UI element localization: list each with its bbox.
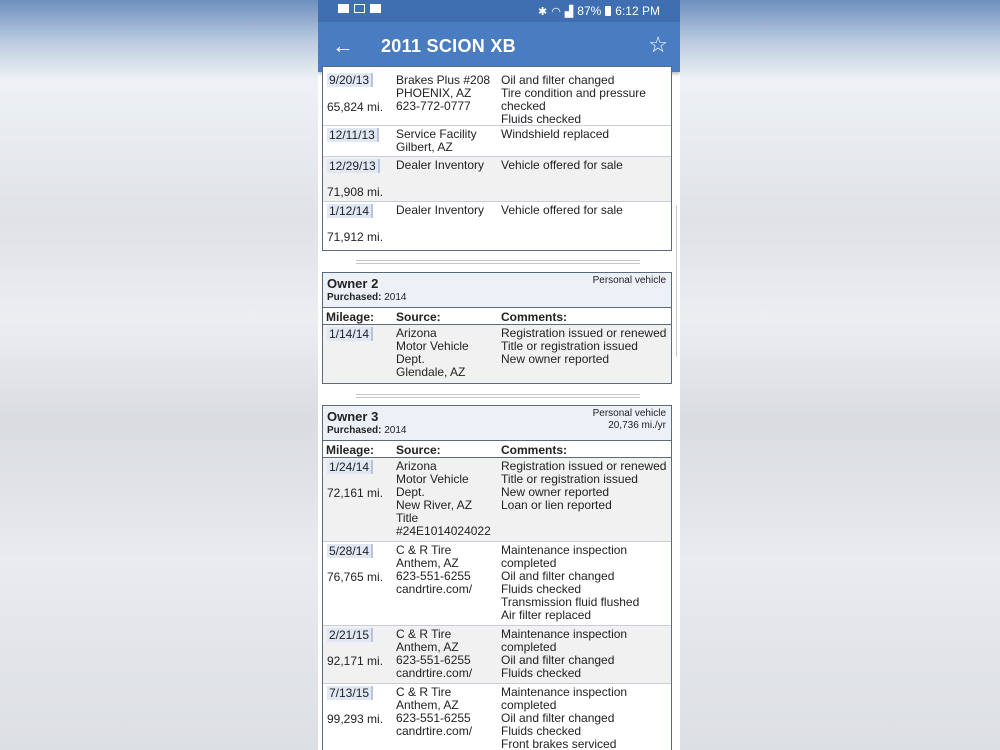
record-date: 2/21/15 <box>327 628 373 642</box>
record-date: 7/13/15 <box>327 686 373 700</box>
record-comments: Maintenance inspection completed Oil and filter changed Fluids checked Front brakes serviced <box>501 685 628 750</box>
record-mileage: 65,824 mi. <box>327 100 384 114</box>
record-comments: Oil and filter changed Tire condition and pressure checked Fluids checked <box>501 73 646 126</box>
record-mileage: 71,912 mi. <box>327 230 384 244</box>
owner2-header <box>323 273 671 308</box>
owner-vehicle-type: Personal vehicle <box>592 275 666 286</box>
owner1-records-box <box>322 66 672 251</box>
owner-mileage-rate: 20,736 mi./yr <box>608 420 666 431</box>
section-divider <box>356 394 640 398</box>
table-row <box>323 542 671 626</box>
record-source: Dealer Inventory <box>396 203 485 217</box>
record-source: C & R Tire Anthem, AZ 623-551-6255 candrtire.com/ <box>396 627 473 680</box>
record-mileage: 92,171 mi. <box>327 654 384 668</box>
table-row <box>323 126 671 157</box>
table-row <box>323 67 671 126</box>
owner2-box <box>322 272 672 384</box>
section-divider <box>356 260 640 264</box>
system-icons <box>538 4 660 18</box>
table-row <box>323 458 671 542</box>
signal-icon: ▟ <box>564 5 574 18</box>
record-comments: Windshield replaced <box>501 127 610 141</box>
battery-icon <box>605 6 611 16</box>
record-comments: Registration issued or renewed Title or registration issued New owner reported <box>501 326 667 366</box>
table-header <box>323 441 671 458</box>
bluetooth-icon: ✱ <box>537 5 548 18</box>
record-comments: Vehicle offered for sale <box>501 203 623 217</box>
mail-icon <box>338 4 349 13</box>
owner-purchased: Purchased: 2014 <box>327 292 407 303</box>
phone-screen <box>318 0 680 750</box>
record-mileage: 71,908 mi. <box>327 185 384 199</box>
message-icon <box>370 4 381 13</box>
table-row <box>323 626 671 684</box>
record-mileage: 72,161 mi. <box>327 486 384 500</box>
record-date: 12/11/13 <box>327 128 379 142</box>
table-header <box>323 308 671 325</box>
record-comments: Maintenance inspection completed Oil and filter changed Fluids checked Transmission fluid flushed Air filter replaced <box>501 543 640 622</box>
table-row <box>323 202 671 250</box>
owner3-box <box>322 405 672 750</box>
record-date: 9/20/13 <box>327 73 373 87</box>
source-header: Source: <box>396 443 441 457</box>
back-arrow-icon[interactable]: ← <box>332 33 354 58</box>
record-comments: Registration issued or renewed Title or registration issued New owner reported Loan or lien reported <box>501 459 667 512</box>
clock: 6:12 PM <box>615 4 660 18</box>
star-icon[interactable]: ☆ <box>648 32 668 57</box>
record-mileage: 76,765 mi. <box>327 570 384 584</box>
app-bar <box>318 22 680 72</box>
record-source: Dealer Inventory <box>396 158 485 172</box>
record-source: Brakes Plus #208 PHOENIX, AZ 623-772-0777 <box>396 73 491 113</box>
scrollbar[interactable] <box>676 205 681 357</box>
owner-vehicle-type: Personal vehicle 20,736 mi./yr <box>592 408 666 431</box>
page-title: 2011 SCION XB <box>381 36 516 56</box>
record-date: 1/24/14 <box>327 460 373 474</box>
status-bar <box>318 0 680 22</box>
record-date: 1/14/14 <box>327 327 373 341</box>
record-source: C & R Tire Anthem, AZ 623-551-6255 candrtire.com/ <box>396 543 473 596</box>
record-source: Arizona Motor Vehicle Dept. New River, AZ Title #24E1014024022 <box>396 459 491 538</box>
owner-purchased: Purchased: 2014 <box>327 425 407 436</box>
comments-header: Comments: <box>501 443 568 457</box>
record-comments: Maintenance inspection completed Oil and filter changed Fluids checked <box>501 627 628 680</box>
table-row <box>323 684 671 750</box>
owner-name: Owner 3 <box>327 409 379 424</box>
wifi-icon: ◠ <box>551 5 561 18</box>
source-header: Source: <box>396 310 441 324</box>
record-date: 1/12/14 <box>327 204 373 218</box>
table-row <box>323 157 671 202</box>
owner-name: Owner 2 <box>327 276 379 291</box>
owner3-header <box>323 406 671 441</box>
record-source: Arizona Motor Vehicle Dept. Glendale, AZ <box>396 326 469 379</box>
record-mileage: 99,293 mi. <box>327 712 384 726</box>
record-source: C & R Tire Anthem, AZ 623-551-6255 candrtire.com/ <box>396 685 473 738</box>
record-source: Service Facility Gilbert, AZ <box>396 127 477 154</box>
record-date: 5/28/14 <box>327 544 373 558</box>
record-comments: Vehicle offered for sale <box>501 158 623 172</box>
record-date: 12/29/13 <box>327 159 380 173</box>
table-row <box>323 325 671 383</box>
comments-header: Comments: <box>501 310 568 324</box>
mileage-header: Mileage: <box>326 310 375 324</box>
mileage-header: Mileage: <box>326 443 375 457</box>
battery-percent: 87% <box>577 4 602 18</box>
image-icon <box>354 4 365 13</box>
notification-icons <box>338 4 381 13</box>
